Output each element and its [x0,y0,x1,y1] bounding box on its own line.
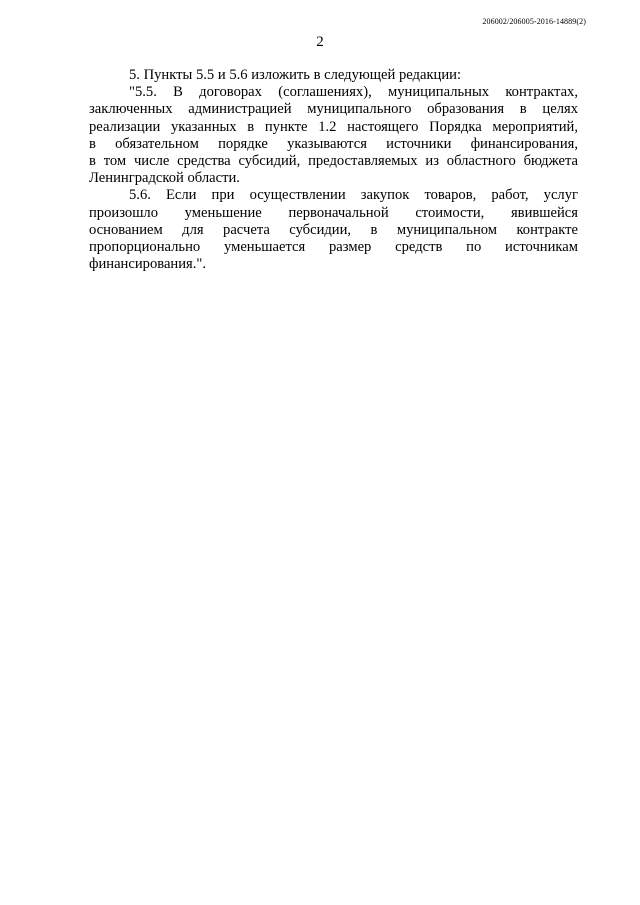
document-code: 206002/206005-2016-14889(2) [482,17,586,26]
clause-5-6-line: финансирования.". [89,256,207,273]
page-number: 2 [316,34,324,50]
clause-5-6-line: пропорционально уменьшается размер средств по источникам [89,239,578,256]
clause-5-6-line: 5.6. Если при осуществлении закупок товаров, работ, услуг [129,187,578,204]
clause-5-6 [89,187,578,273]
intro-line: 5. Пункты 5.5 и 5.6 изложить в следующей редакции: [129,67,462,83]
clause-5-5-line: заключенных администрацией муниципального образования в целях [89,101,578,118]
clause-5-5-line: Ленинградской области. [89,170,240,187]
clause-5-5 [89,84,578,187]
clause-5-5-line: реализации указанных в пункте 1.2 настоящего Порядка мероприятий, [89,118,578,135]
document-body [89,67,578,273]
clause-5-5-line: в обязательном порядке указываются источники финансирования, [89,135,578,152]
clause-5-6-line: основанием для расчета субсидии, в муниципальном контракте [89,221,578,238]
clause-5-5-line: "5.5. В договорах (соглашениях), муниципальных контрактах, [129,84,578,101]
clause-5-5-line: в том числе средства субсидий, предоставляемых из областного бюджета [89,153,578,170]
clause-5-6-line: произошло уменьшение первоначальной стоимости, явившейся [89,204,578,221]
